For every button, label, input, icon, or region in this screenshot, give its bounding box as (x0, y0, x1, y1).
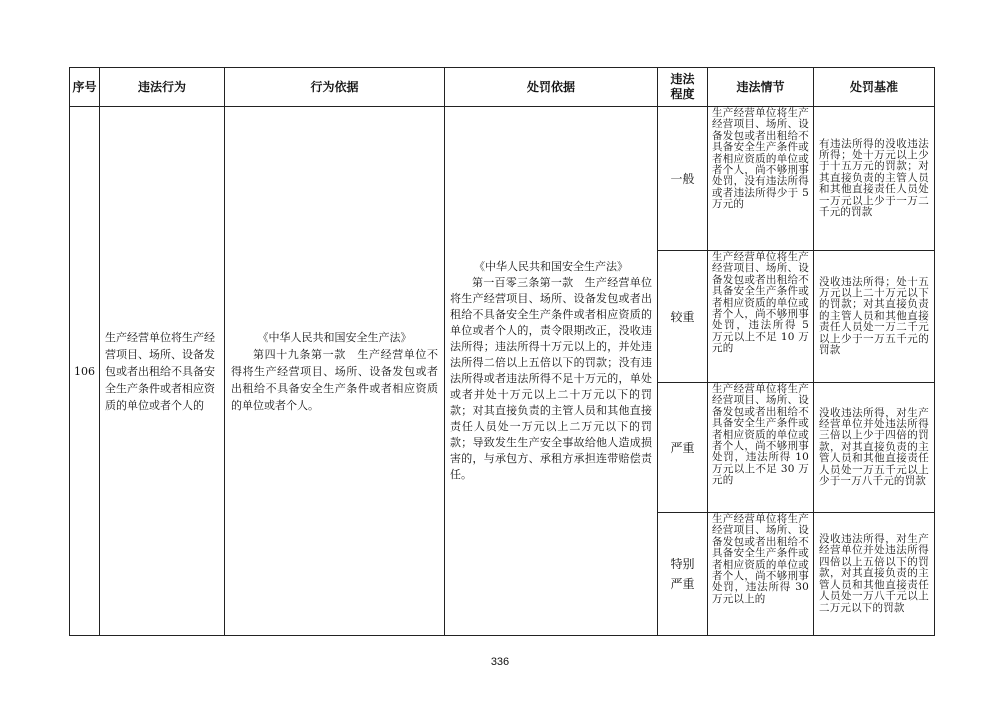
standard-general: 有违法所得的没收违法所得；处十万元以上少于十五万元的罚款；对其直接负责的主管人员和其他直接责任人员处一万元以上少于一万二千元的罚款 (814, 107, 935, 251)
header-degree: 违法程度 (658, 68, 708, 107)
circumstance-general: 生产经营单位将生产经营项目、场所、设备发包或者出租给不具备安全生产条件或者相应资质的单位或者个人，尚不够刑事处罚，没有违法所得或者违法所得少于 5 万元的 (708, 107, 814, 251)
standard-especially-severe: 没收违法所得，对生产经营单位并处违法所得四倍以上五倍以下的罚款，对其直接负责的主管人员和其他直接责任人员处一万八千元以上二万元以下的罚款 (814, 513, 935, 636)
header-standard: 处罚基准 (814, 68, 935, 107)
header-no: 序号 (70, 68, 100, 107)
table-row (70, 107, 935, 251)
circumstance-severe: 生产经营单位将生产经营项目、场所、设备发包或者出租给不具备安全生产条件或者相应资质的单位或者个人，尚不够刑事处罚，违法所得 10 万元以上不足 30 万元的 (708, 383, 814, 513)
penalty-basis-title: 《中华人民共和国安全生产法》 (474, 260, 628, 273)
header-penalty-basis: 处罚依据 (445, 68, 658, 107)
behavior-basis-title: 《中华人民共和国安全生产法》 (257, 330, 412, 344)
degree-serious: 较重 (658, 251, 708, 383)
violation-act: 生产经营单位将生产经营项目、场所、设备发包或者出租给不具备安全生产条件或者相应资质的单位或者个人的 (100, 107, 225, 636)
table-header-row (70, 68, 935, 107)
circumstance-especially-severe: 生产经营单位将生产经营项目、场所、设备发包或者出租给不具备安全生产条件或者相应资质的单位或者个人，尚不够刑事处罚，违法所得 30 万元以上的 (708, 513, 814, 636)
standard-serious: 没收违法所得；处十五万元以上二十万元以下的罚款；对其直接负责的主管人员和其他直接责任人员处一万二千元以上少于一万五千元的罚款 (814, 251, 935, 383)
circumstance-serious: 生产经营单位将生产经营项目、场所、设备发包或者出租给不具备安全生产条件或者相应资质的单位或者个人，尚不够刑事处罚，违法所得 5 万元以上不足 10 万元的 (708, 251, 814, 383)
header-circumstance: 违法情节 (708, 68, 814, 107)
header-act: 违法行为 (100, 68, 225, 107)
penalty-standard-table (69, 67, 935, 636)
degree-severe: 严重 (658, 383, 708, 513)
page-number: 336 (490, 656, 510, 668)
row-number: 106 (70, 107, 100, 636)
penalty-basis-text: 第一百零三条第一款 生产经营单位将生产经营项目、场所、设备发包或者出租给不具备安全生产条件或者相应资质的单位或者个人的，责令限期改正，没收违法所得；违法所得十万元以上的，并处违法所得二倍以上五倍以下的罚款；没有违法所得或者违法所得不足十万元的，单处或者并处十万元以上二十万元以下的罚款；对其直接负责的主管人员和其他直接责任人员处一万元以上二万元以下的罚款；导致发生生产安全事故给他人造成损害的，与承包方、承租方承担连带赔偿责任。 (450, 276, 652, 481)
penalty-basis (445, 107, 658, 636)
behavior-basis-text: 第四十九条第一款 生产经营单位不得将生产经营项目、场所、设备发包或者出租给不具备安全生产条件或者相应资质的单位或者个人。 (231, 347, 438, 412)
degree-general: 一般 (658, 107, 708, 251)
standard-severe: 没收违法所得，对生产经营单位并处违法所得三倍以上少于四倍的罚款，对其直接负责的主管人员和其他直接责任人员处一万五千元以上少于一万八千元的罚款 (814, 383, 935, 513)
header-basis: 行为依据 (225, 68, 445, 107)
degree-especially-severe: 特别严重 (658, 513, 708, 636)
behavior-basis (225, 107, 445, 636)
